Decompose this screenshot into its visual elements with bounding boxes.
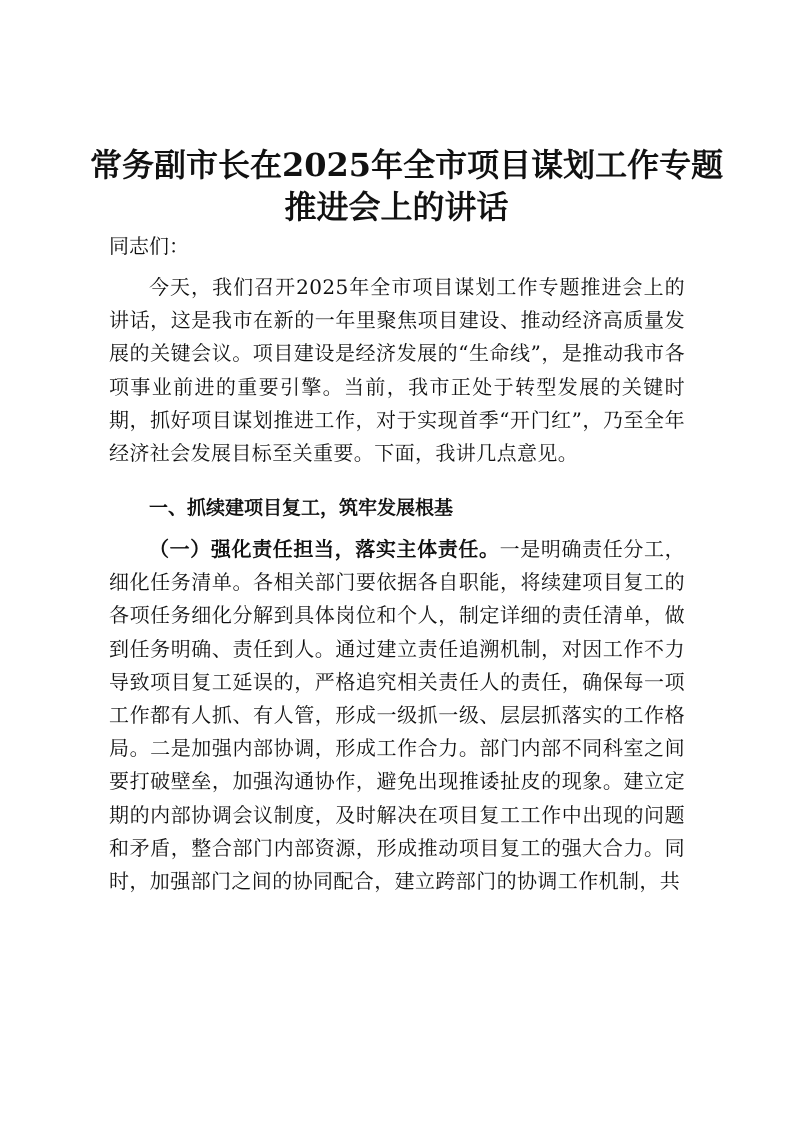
salutation: 同志们： [109,234,189,258]
subsection-1-body: 一是明确责任分工，细化任务清单。各相关部门要依据各自职能，将续建项目复工的各项任务细化分解到具体岗位和个人，制定详细的责任清单，做到任务明确、责任到人。通过建立责任追溯机制，对因工作不力导致项目复工延误的，严格追究相关责任人的责任，确保每一项工作都有人抓、有人管，形成一级抓一级、层层抓落实的工作格局。二是加强内部协调，形成工作合力。部门内部不同科室之间要打破壁垒，加强沟通协作，避免出现推诿扯皮的现象。建立定期的内部协调会议制度，及时解决在项目复工工作中出现的问题和矛盾，整合部门内部资源，形成推动项目复工的强大合力。同时，加强部门之间的协同配合，建立跨部门的协调工作机制，共 [109,537,685,894]
subsection-1-paragraph [109,533,685,898]
document-title-line-2: 推进会上的讲话 [284,188,509,226]
document-title-line-1: 常务副市长在2025年全市项目谋划工作专题 [90,146,724,184]
intro-section [109,271,685,470]
subsection-1-title: （一）强化责任担当，落实主体责任。 [149,537,500,561]
section-1-body [109,533,685,898]
section-1-heading: 一、抓续建项目复工，筑牢发展根基 [149,497,454,519]
intro-paragraph: 今天，我们召开2025年全市项目谋划工作专题推进会上的讲话，这是我市在新的一年里聚焦项目建设、推动经济高质量发展的关键会议。项目建设是经济发展的“生命线”，是推动我市各项事业前进的重要引擎。当前，我市正处于转型发展的关键时期，抓好项目谋划推进工作，对于实现首季“开门红”，乃至全年经济社会发展目标至关重要。下面，我讲几点意见。 [109,275,685,466]
